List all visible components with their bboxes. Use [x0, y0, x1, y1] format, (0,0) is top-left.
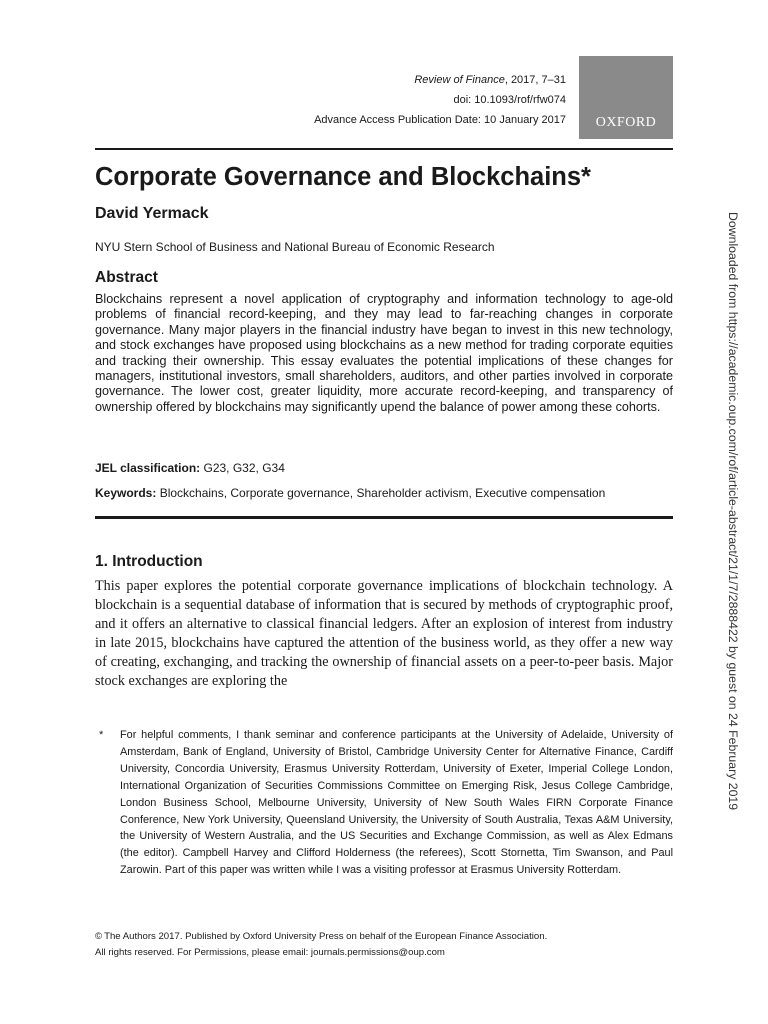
author-affiliation: NYU Stern School of Business and National Bureau of Economic Research	[95, 240, 495, 254]
keywords	[95, 485, 673, 501]
copyright-text: The Authors 2017. Published by Oxford University Press on behalf of the European Finance Association.	[104, 931, 548, 942]
jel-classification	[95, 460, 673, 476]
section-heading-introduction: 1. Introduction	[95, 553, 203, 570]
journal-name: Review of Finance	[414, 74, 505, 86]
article-title: Corporate Governance and Blockchains*	[95, 163, 591, 191]
journal-header	[146, 70, 566, 130]
header-divider	[95, 148, 673, 150]
copyright-line-1	[95, 929, 695, 945]
doi: doi: 10.1093/rof/rfw074	[453, 94, 566, 106]
copyright-line-2: All rights reserved. For Permissions, please email: journals.permissions@oup.com	[95, 947, 445, 958]
footnote-marker: *	[99, 729, 104, 741]
abstract-text: Blockchains represent a novel application of cryptography and information technology to age-old problems of financial record-keeping, and they may lead to far-reaching changes in corporate governance. Many major players in the financial industry have began to invest in this new technology, and stock exchanges have proposed using blockchains as a new method for trading corporate equities and tracking their ownership. This essay evaluates the potential implications of these changes for managers, institutional investors, small shareholders, auditors, and other parties involved in corporate governance. The lower cost, greater liquidity, more accurate record-keeping, and transparency of ownership offered by blockchains may significantly upend the balance of power among these cohorts.	[95, 292, 673, 414]
author-name: David Yermack	[95, 205, 209, 222]
jel-codes: G23, G32, G34	[200, 461, 285, 475]
journal-volume-pages: , 2017, 7–31	[504, 74, 566, 86]
download-watermark: Downloaded from https://academic.oup.com/rof/article-abstract/21/1/7/2888422 by guest on 24 February 2019	[726, 212, 740, 811]
keywords-list: Blockchains, Corporate governance, Shareholder activism, Executive compensation	[156, 486, 606, 500]
publisher-logo-text: OXFORD	[595, 115, 657, 130]
copyright-symbol: ©	[95, 931, 103, 942]
copyright-notice	[95, 929, 695, 961]
journal-citation	[146, 70, 566, 90]
introduction-text: This paper explores the potential corporate governance implications of blockchain technology. A blockchain is a sequential database of information that is secured by methods of cryptographic proof, and it offers an alternative to classical financial ledgers. After an explosion of interest from industry in late 2015, blockchains have captured the attention of the business world, as they offer a new way of creating, exchanging, and tracking the ownership of financial assets on a peer-to-peer basis. Major stock exchanges are exploring the	[95, 578, 673, 690]
jel-label: JEL classification:	[95, 461, 201, 475]
keywords-label: Keywords:	[95, 486, 157, 500]
advance-access-date: Advance Access Publication Date: 10 January 2017	[314, 114, 566, 126]
abstract-heading: Abstract	[95, 269, 158, 286]
publisher-logo	[579, 56, 673, 139]
abstract-divider	[95, 516, 673, 519]
footnote-text: For helpful comments, I thank seminar and conference participants at the University of Adelaide, University of Amsterdam, Bank of England, University of Bristol, Cambridge University Center for Alternative Finance, Cardiff University, Concordia University, Erasmus University Rotterdam, University of Exeter, Imperial College London, International Organization of Securities Commissions Committee on Emerging Risk, Jesus College Cambridge, London Business School, Melbourne University, University of New South Wales FIRN Corporate Finance Conference, New York University, Queensland University, the University of South Australia, Texas A&M University, the University of Western Australia, and the US Securities and Exchange Commission, as well as Alex Edmans (the editor). Campbell Harvey and Clifford Holderness (the referees), Scott Stornetta, Tim Swanson, and Paul Zarowin. Part of this paper was written while I was a visiting professor at Erasmus University Rotterdam.	[120, 729, 673, 877]
